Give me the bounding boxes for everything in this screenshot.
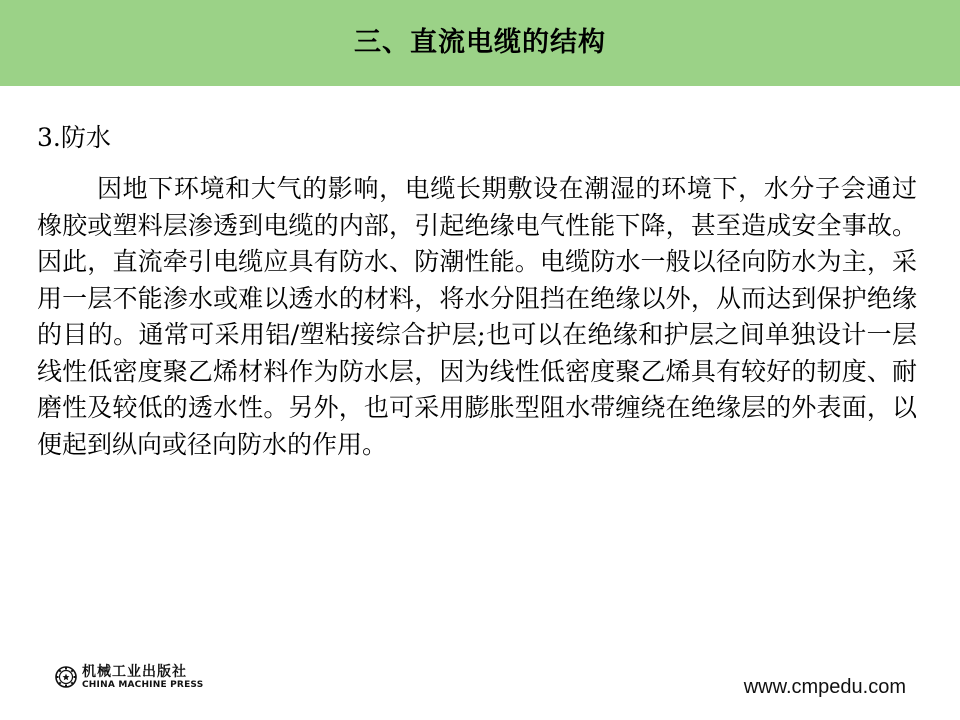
publisher-logo bbox=[55, 662, 203, 692]
slide-title: 三、直流电缆的结构 bbox=[354, 27, 606, 58]
publisher-name-en: CHINA MACHINE PRESS bbox=[82, 679, 204, 690]
section-heading: 3.防水 bbox=[37, 123, 111, 152]
cmp-logo-icon bbox=[55, 666, 77, 688]
body-paragraph: 因地下环境和大气的影响，电缆长期敷设在潮湿的环境下，水分子会通过橡胶或塑料层渗透到电缆的内部，引起绝缘电气性能下降，甚至造成安全事故。因此，直流牵引电缆应具有防水、防潮性能。电缆防水一般以径向防水为主，采用一层不能渗水或难以透水的材料，将水分阻挡在绝缘以外，从而达到保护绝缘的目的。通常可采用铝/塑粘接综合护层;也可以在绝缘和护层之间单独设计一层线性低密度聚乙烯材料作为防水层，因为线性低密度聚乙烯具有较好的韧度、耐磨性及较低的透水性。另外，也可采用膨胀型阻水带缠绕在绝缘层的外表面，以便起到纵向或径向防水的作用。 bbox=[37, 174, 917, 459]
website-url: www.cmpedu.com bbox=[743, 676, 906, 698]
publisher-name-cn: 机械工业出版社 bbox=[82, 663, 187, 680]
